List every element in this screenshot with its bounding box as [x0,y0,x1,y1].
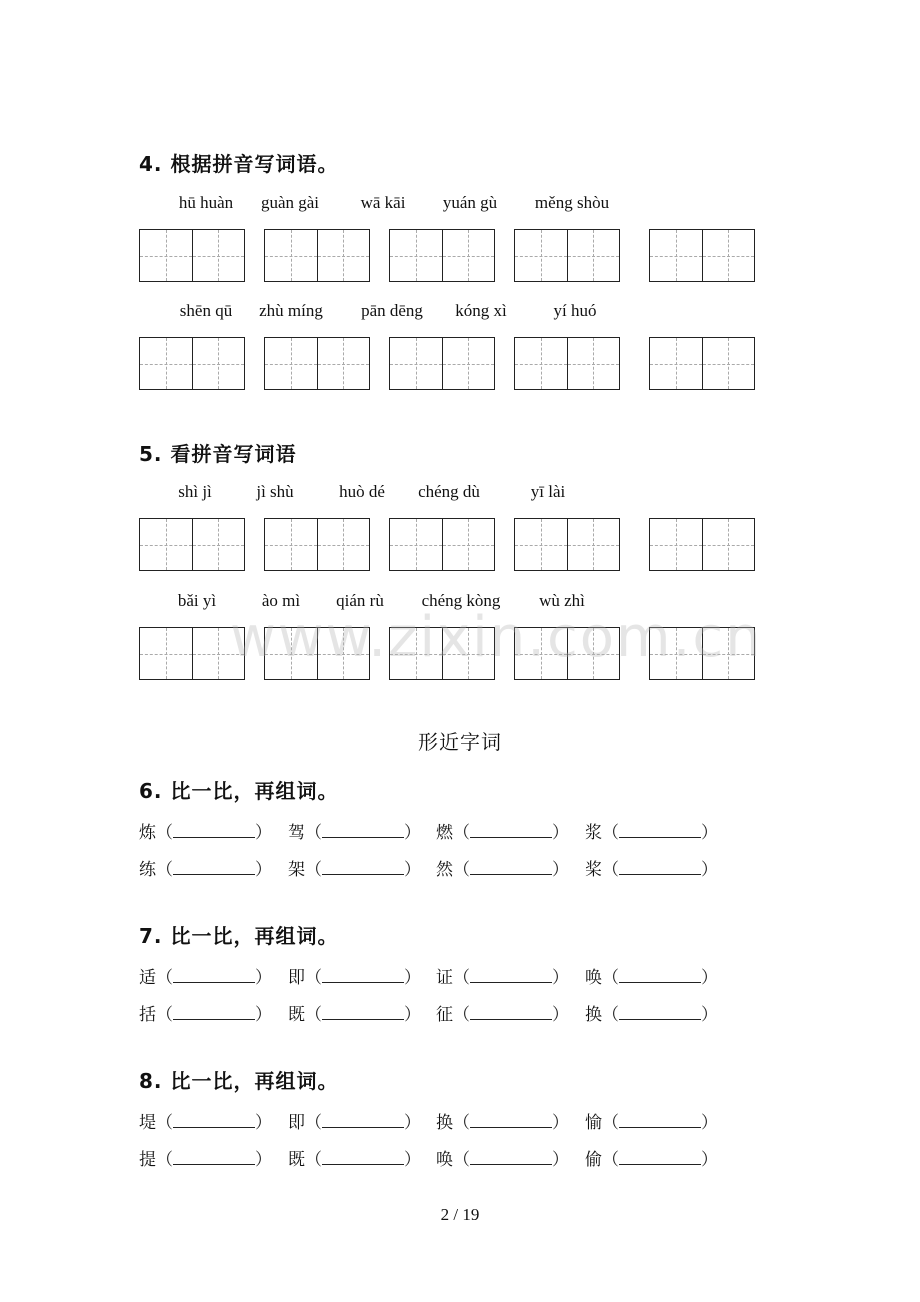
pinyin-label: yí huó [553,301,597,320]
compare-item[interactable]: 堤（ ） [139,1113,272,1133]
tian-grid-box[interactable] [514,518,620,571]
compare-item[interactable]: 适（ ） [139,968,272,988]
pinyin-label: wù zhì [539,591,585,610]
compare-item[interactable]: 然（ ） [436,860,569,880]
pinyin-label: huò dé [339,482,385,501]
pinyin-label: jì shù [256,482,294,501]
tian-grid-box[interactable] [389,518,495,571]
watermark: www.zixin.com.cn [230,605,763,670]
tian-grid-box[interactable] [514,337,620,390]
answer-blank[interactable] [322,968,404,983]
pinyin-label: guàn gài [260,193,320,212]
compare-item[interactable]: 换（ ） [585,1005,718,1025]
answer-blank[interactable] [322,1150,404,1165]
pinyin-label: chéng kòng [421,591,501,610]
compare-char: 架 [288,860,305,880]
answer-blank[interactable] [619,968,701,983]
compare-item[interactable]: 证（ ） [436,968,569,988]
section-title: 形近字词 [418,730,502,754]
compare-char: 换 [436,1113,453,1133]
compare-char: 证 [436,968,453,988]
compare-char: 桨 [585,860,602,880]
pinyin-label: pān dēng [361,301,423,320]
compare-char: 炼 [139,823,156,843]
compare-char: 偷 [585,1150,602,1170]
answer-blank[interactable] [173,1005,255,1020]
compare-item[interactable]: 括（ ） [139,1005,272,1025]
compare-item[interactable]: 即（ ） [288,1113,421,1133]
answer-blank[interactable] [173,1113,255,1128]
answer-blank[interactable] [173,1150,255,1165]
compare-char: 练 [139,860,156,880]
pinyin-label: bǎi yì [177,591,217,610]
pinyin-label: wā kāi [360,193,406,212]
question-8-heading: 8. 比一比，再组词。 [139,1069,339,1093]
compare-item[interactable]: 架（ ） [288,860,421,880]
tian-grid-box[interactable] [264,229,370,282]
question-7-heading: 7. 比一比，再组词。 [139,924,339,948]
compare-char: 提 [139,1150,156,1170]
question-6-heading: 6. 比一比，再组词。 [139,779,339,803]
compare-item[interactable]: 愉（ ） [585,1113,718,1133]
question-5-heading: 5. 看拼音写词语 [139,442,297,466]
tian-grid-box[interactable] [514,229,620,282]
compare-item[interactable]: 唤（ ） [436,1150,569,1170]
answer-blank[interactable] [173,968,255,983]
pinyin-label: shēn qū [179,301,233,320]
compare-char: 即 [288,968,305,988]
tian-grid-box[interactable] [389,229,495,282]
compare-char: 堤 [139,1113,156,1133]
answer-blank[interactable] [322,1113,404,1128]
compare-char: 适 [139,968,156,988]
answer-blank[interactable] [322,823,404,838]
tian-grid-box[interactable] [139,337,245,390]
answer-blank[interactable] [619,1113,701,1128]
compare-char: 愉 [585,1113,602,1133]
pinyin-label: qián rù [336,591,384,610]
pinyin-label: yī lài [530,482,566,501]
compare-char: 然 [436,860,453,880]
answer-blank[interactable] [619,860,701,875]
pinyin-label: hū huàn [178,193,234,212]
compare-char: 浆 [585,823,602,843]
tian-grid-box[interactable] [649,229,755,282]
answer-blank[interactable] [470,1150,552,1165]
question-4-heading: 4. 根据拼音写词语。 [139,152,339,176]
compare-item[interactable]: 换（ ） [436,1113,569,1133]
compare-char: 驾 [288,823,305,843]
compare-char: 括 [139,1005,156,1025]
answer-blank[interactable] [470,1113,552,1128]
tian-grid-box[interactable] [649,518,755,571]
pinyin-label: kóng xì [455,301,507,320]
tian-grid-box[interactable] [139,229,245,282]
compare-item[interactable]: 唤（ ） [585,968,718,988]
tian-grid-box[interactable] [649,337,755,390]
answer-blank[interactable] [173,823,255,838]
compare-char: 唤 [585,968,602,988]
tian-grid-box[interactable] [264,337,370,390]
answer-blank[interactable] [470,1005,552,1020]
page-number: 2 / 19 [440,1205,480,1224]
compare-item[interactable]: 既（ ） [288,1005,421,1025]
pinyin-label: shì jì [178,482,212,501]
compare-item[interactable]: 浆（ ） [585,823,718,843]
answer-blank[interactable] [470,860,552,875]
compare-char: 既 [288,1150,305,1170]
pinyin-label: chéng dù [418,482,480,501]
compare-char: 燃 [436,823,453,843]
compare-item[interactable]: 提（ ） [139,1150,272,1170]
answer-blank[interactable] [619,1150,701,1165]
compare-char: 即 [288,1113,305,1133]
compare-item[interactable]: 征（ ） [436,1005,569,1025]
tian-grid-box[interactable] [139,518,245,571]
pinyin-label: zhù míng [259,301,323,320]
compare-char: 征 [436,1005,453,1025]
compare-item[interactable]: 偷（ ） [585,1150,718,1170]
answer-blank[interactable] [619,823,701,838]
pinyin-label: ào mì [261,591,301,610]
compare-item[interactable]: 桨（ ） [585,860,718,880]
compare-item[interactable]: 既（ ） [288,1150,421,1170]
pinyin-label: yuán gù [442,193,498,212]
compare-char: 既 [288,1005,305,1025]
answer-blank[interactable] [619,1005,701,1020]
compare-item[interactable]: 驾（ ） [288,823,421,843]
compare-item[interactable]: 即（ ） [288,968,421,988]
compare-item[interactable]: 练（ ） [139,860,272,880]
compare-item[interactable]: 炼（ ） [139,823,272,843]
compare-char: 换 [585,1005,602,1025]
compare-char: 唤 [436,1150,453,1170]
answer-blank[interactable] [470,968,552,983]
answer-blank[interactable] [322,860,404,875]
pinyin-label: měng shòu [534,193,610,212]
answer-blank[interactable] [322,1005,404,1020]
compare-item[interactable]: 燃（ ） [436,823,569,843]
tian-grid-box[interactable] [264,518,370,571]
tian-grid-box[interactable] [389,337,495,390]
answer-blank[interactable] [173,860,255,875]
answer-blank[interactable] [470,823,552,838]
